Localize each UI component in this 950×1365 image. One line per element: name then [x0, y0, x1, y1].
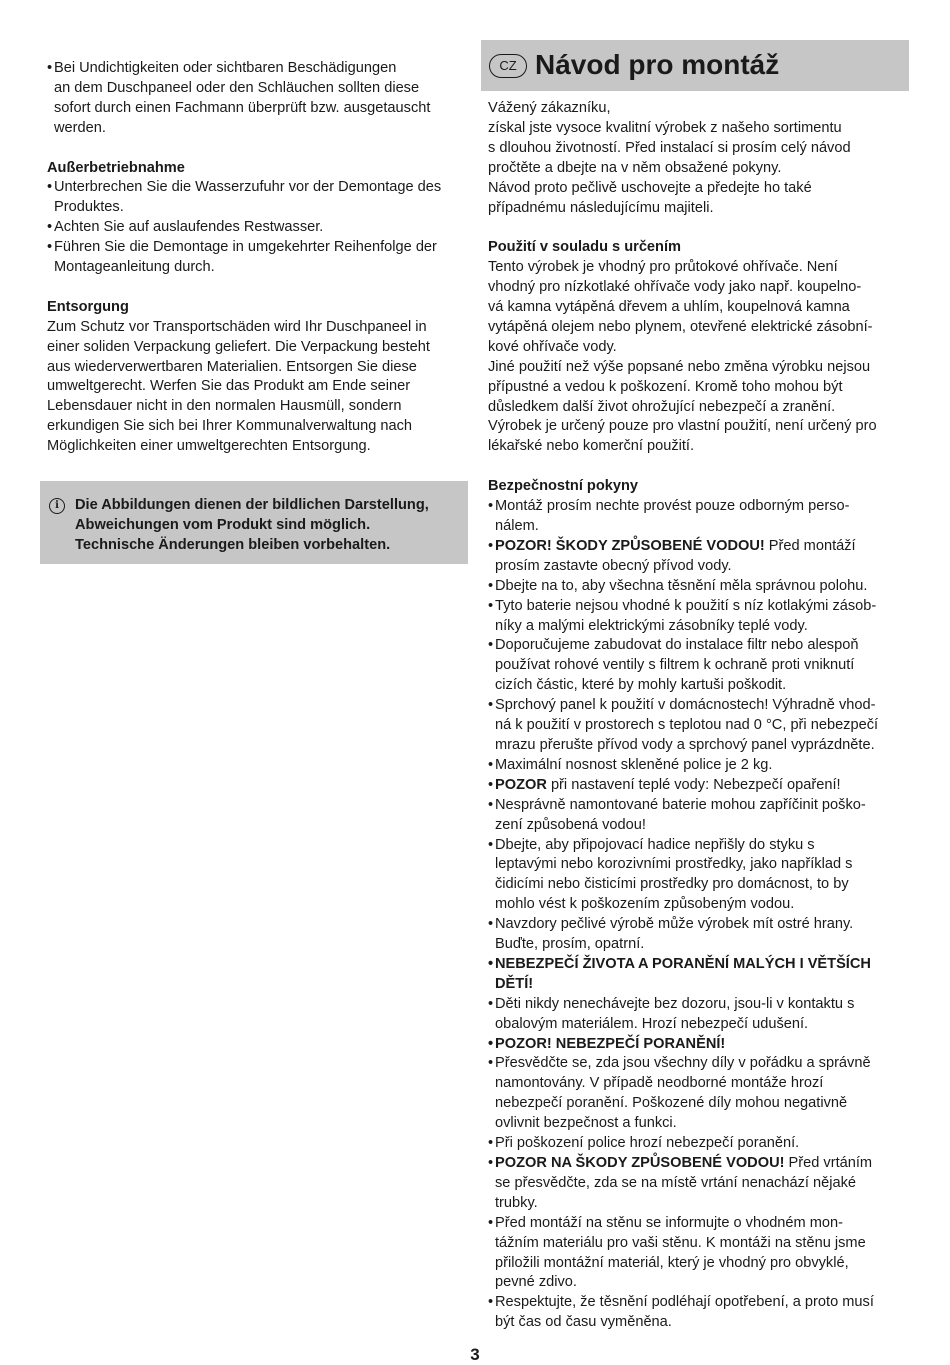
- text-line: erkundigen Sie sich bei Ihrer Kommunalverwaltung nach: [47, 418, 413, 435]
- text-line: Návod proto pečlivě uschovejte a předejte ho také: [488, 179, 812, 196]
- note-box: [40, 481, 468, 564]
- text-line: Möglichkeiten einer umweltgerechten Entsorgung.: [47, 438, 371, 455]
- text-line: • Dbejte, aby připojovací hadice nepřišly do styku s: [495, 836, 815, 853]
- text-line: lékařské nebo komerční použití.: [488, 438, 695, 455]
- text-line: • Přesvědčte se, zda jsou všechny díly v pořádku a správně: [495, 1055, 871, 1072]
- bullet-item: [488, 1154, 908, 1214]
- warning-text: • NEBEZPEČÍ ŽIVOTA A PORANĚNÍ MALÝCH I VĚTŠÍCH: [495, 955, 871, 972]
- text-line: kové ohřívače vody.: [488, 338, 617, 355]
- text-line: • Dbejte na to, aby všechna těsnění měla správnou polohu.: [495, 577, 868, 594]
- section-heading: Entsorgung: [47, 298, 129, 315]
- text-line: Lebensdauer nicht in den normalen Hausmüll, sondern: [47, 398, 402, 415]
- bullet-item: [47, 178, 465, 218]
- text-line: • Maximální nosnost skleněné police je 2 kg.: [495, 756, 773, 773]
- bullet-item: [488, 836, 908, 916]
- bullet-item: [488, 497, 908, 537]
- text-line: níky a malými elektrickými zásobníky teplé vody.: [495, 617, 808, 634]
- text-line: • Sprchový panel k použití v domácnostech! Výhradně vhod-: [495, 697, 876, 714]
- text-line: ná k použití v prostorech s teplotou nad 0 °C, při nebezpečí: [495, 717, 879, 734]
- text-line: prosím zastavte obecný přívod vody.: [495, 557, 732, 574]
- text-line: einer soliden Verpackung geliefert. Die Verpackung besteht: [47, 338, 430, 355]
- text-line: ovlivnit bezpečnost a funkci.: [495, 1115, 677, 1132]
- text-line: • Führen Sie die Demontage in umgekehrter Reihenfolge der: [54, 239, 437, 256]
- text-line: pevné zdivo.: [495, 1274, 577, 1291]
- text-line: důsledkem další život ohrožující nebezpečí a zranění.: [488, 398, 836, 415]
- bullet-item: [488, 915, 908, 955]
- text-line: případnému následujícímu majiteli.: [488, 199, 714, 216]
- bullet-item: [47, 238, 465, 278]
- bullet-item: [488, 577, 908, 597]
- note-line: Abweichungen vom Produkt sind möglich.: [75, 517, 371, 533]
- text-line: Montageanleitung durch.: [54, 259, 215, 276]
- text-line: [495, 776, 908, 796]
- text-line: • Unterbrechen Sie die Wasserzufuhr vor der Demontage des: [54, 179, 442, 196]
- text-line: • Tyto baterie nejsou vhodné k použití s níz kotlakými zásob-: [495, 597, 877, 614]
- text-line: • Doporučujeme zabudovat do instalace filtr nebo alespoň: [495, 637, 859, 654]
- text-line: mohlo vést k poškozením způsobeným vodou.: [495, 896, 795, 913]
- text-fragment: při nastavení teplé vody: Nebezpečí opaření!: [546, 776, 841, 793]
- text-fragment: Před vrtáním: [784, 1155, 873, 1171]
- text-line: • Bei Undichtigkeiten oder sichtbaren Beschädigungen: [54, 60, 397, 76]
- text-line: nálem.: [495, 518, 539, 534]
- page-number: 3: [470, 1345, 480, 1364]
- bullet-item: [488, 696, 908, 756]
- text-line: přípustné a vedou k poškození. Kromě toho mohou být: [488, 378, 843, 395]
- note-line: Die Abbildungen dienen der bildlichen Darstellung,: [75, 497, 429, 513]
- text-line: • Před montáží na stěnu se informujte o vhodném mon-: [495, 1214, 843, 1231]
- text-line: Zum Schutz vor Transportschäden wird Ihr Duschpaneel in: [47, 318, 427, 335]
- text-line: • Nesprávně namontované baterie mohou zapříčinit poško-: [495, 796, 866, 813]
- warning-text: POZOR! ŠKODY ZPŮSOBENÉ VODOU!: [495, 537, 765, 554]
- title-bar: [481, 40, 909, 91]
- text-line: cizích částic, které by mohly kartuši poškodit.: [495, 677, 787, 694]
- left-column: [47, 59, 465, 457]
- text-line: an dem Duschpaneel oder den Schläuchen sollten diese: [54, 79, 420, 96]
- bullet-item: [488, 995, 908, 1035]
- right-column: [488, 99, 908, 1333]
- text-line: přiložili montážní materiál, který je vhodný pro obvyklé,: [495, 1254, 849, 1271]
- bullet-item: [488, 756, 908, 776]
- text-line: být čas od času vyměněna.: [495, 1314, 672, 1331]
- text-line: Tento výrobek je vhodný pro průtokové ohřívače. Není: [488, 259, 838, 276]
- bullet-item: [488, 1214, 908, 1294]
- text-line: vá kamna vytápěná dřevem a uhlím, koupelnová kamna: [488, 299, 850, 316]
- text-fragment: Před montáží: [764, 537, 856, 554]
- bullet-item: [488, 1035, 908, 1055]
- info-icon: i: [49, 498, 65, 514]
- bullet-item: [47, 59, 465, 139]
- text-line: sofort durch einen Fachmann überprüft bzw. ausgetauscht: [54, 99, 431, 116]
- text-line: Produktes.: [54, 199, 124, 216]
- text-line: • Respektujte, že těsnění podléhají opotřebení, a proto musí: [495, 1294, 874, 1311]
- text-line: Jiné použití než výše popsané nebo změna výrobku nejsou: [488, 358, 871, 375]
- warning-text: POZOR NA ŠKODY ZPŮSOBENÉ VODOU!: [495, 1155, 785, 1171]
- text-line: Výrobek je určený pouze pro vlastní použití, není určený pro: [488, 418, 877, 435]
- section-heading: Bezpečnostní pokyny: [488, 478, 639, 495]
- page-title: Návod pro montáž: [535, 49, 780, 80]
- section-heading: Außerbetriebnahme: [47, 159, 185, 176]
- language-badge: CZ: [489, 54, 527, 78]
- text-line: pročtěte a dbejte na v něm obsažené pokyny.: [488, 159, 782, 176]
- text-line: vhodný pro nízkotlaké ohřívače vody jako např. koupelno-: [488, 279, 862, 296]
- bullet-item: [488, 955, 908, 995]
- text-line: [495, 1154, 908, 1174]
- bullet-item: [488, 537, 908, 577]
- text-line: • Při poškození police hrozí nebezpečí poranění.: [495, 1135, 800, 1152]
- bullet-item: [488, 1293, 908, 1333]
- text-line: aus wiederverwertbaren Materialien. Entsorgen Sie diese: [47, 358, 417, 375]
- text-line: vytápěná olejem nebo plynem, otevřené elektrické zásobní-: [488, 318, 873, 335]
- text-line: • Achten Sie auf auslaufendes Restwasser.: [54, 219, 324, 236]
- warning-text: DĚTÍ!: [495, 975, 534, 992]
- text-line: • Montáž prosím nechte provést pouze odborným perso-: [495, 498, 850, 515]
- section-heading: Použití v souladu s určením: [488, 239, 681, 256]
- warning-text: POZOR: [495, 776, 547, 793]
- text-line: trubky.: [495, 1194, 538, 1211]
- text-line: umweltgerecht. Werfen Sie das Produkt am Ende seiner: [47, 378, 411, 395]
- text-line: leptavými nebo korozivními prostředky, jako například s: [495, 856, 853, 873]
- text-line: Buďte, prosím, opatrní.: [495, 936, 645, 953]
- text-line: Vážený zákazníku,: [488, 100, 611, 116]
- text-line: obalovým materiálem. Hrozí nebezpečí udušení.: [495, 1015, 809, 1032]
- warning-text: • POZOR! NEBEZPEČÍ PORANĚNÍ!: [495, 1035, 726, 1052]
- bullet-item: [488, 1134, 908, 1154]
- text-line: namontovány. V případě neodborné montáže hrozí: [495, 1075, 824, 1092]
- text-line: s dlouhou životností. Před instalací si prosím celý návod: [488, 139, 851, 156]
- text-line: čidicími nebo čisticími prostředky pro domácnost, to by: [495, 876, 849, 893]
- text-line: tážním materiálu pro vaši stěnu. K montáži na stěnu jsme: [495, 1234, 866, 1251]
- bullet-item: [47, 218, 465, 238]
- note-line: Technische Änderungen bleiben vorbehalten.: [75, 537, 391, 553]
- bullet-item: [488, 1054, 908, 1134]
- bullet-item: [488, 776, 908, 796]
- text-line: nebezpečí poranění. Poškozené díly mohou negativně: [495, 1095, 848, 1112]
- text-line: • Navzdory pečlivé výrobě může výrobek mít ostré hrany.: [495, 916, 854, 933]
- bullet-item: [488, 796, 908, 836]
- bullet-item: [488, 636, 908, 696]
- text-line: mrazu přerušte přívod vody a sprchový panel vyprázdněte.: [495, 736, 875, 753]
- text-line: používat rohové ventily s filtrem k ochraně proti vniknutí: [495, 657, 855, 674]
- bullet-item: [488, 597, 908, 637]
- text-line: zení způsobená vodou!: [495, 816, 646, 833]
- text-line: werden.: [54, 119, 106, 136]
- text-line: získal jste vysoce kvalitní výrobek z našeho sortimentu: [488, 119, 842, 136]
- text-line: [495, 537, 908, 557]
- text-line: • Děti nikdy nenechávejte bez dozoru, jsou-li v kontaktu s: [495, 995, 855, 1012]
- text-line: se přesvědčte, zda se na místě vrtání nenachází nějaké: [495, 1174, 856, 1191]
